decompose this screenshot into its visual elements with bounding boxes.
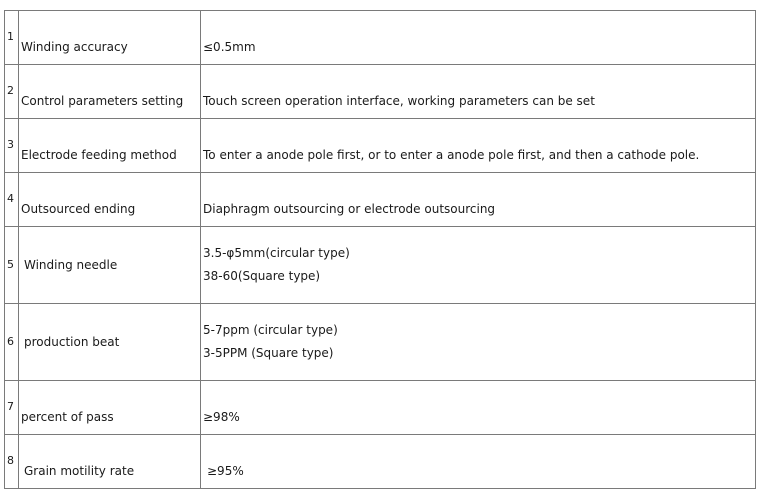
row-value: 38-60(Square type) bbox=[203, 269, 321, 283]
row-value-cell bbox=[201, 381, 756, 435]
row-value-cell bbox=[201, 65, 756, 119]
row-label: Grain motility rate bbox=[24, 464, 135, 478]
table-row bbox=[5, 11, 756, 65]
row-value: Diaphragm outsourcing or electrode outsourcing bbox=[203, 202, 496, 216]
row-number-cell bbox=[5, 381, 19, 435]
row-number: 7 bbox=[7, 400, 14, 413]
row-label: Outsourced ending bbox=[21, 202, 136, 216]
row-value: 3.5-φ5mm(circular type) bbox=[203, 246, 350, 260]
row-label-cell bbox=[19, 435, 201, 489]
row-label-cell bbox=[19, 304, 201, 381]
row-number-cell bbox=[5, 65, 19, 119]
table-row bbox=[5, 119, 756, 173]
row-value: ≥98% bbox=[203, 410, 240, 424]
row-value-cell bbox=[201, 173, 756, 227]
row-label-cell bbox=[19, 11, 201, 65]
row-number: 8 bbox=[7, 454, 14, 467]
row-value-cell bbox=[201, 227, 756, 304]
row-label: production beat bbox=[24, 334, 120, 349]
row-value: ≤0.5mm bbox=[203, 40, 256, 54]
row-value-cell bbox=[201, 119, 756, 173]
row-value: 3-5PPM (Square type) bbox=[203, 346, 334, 360]
row-number-cell bbox=[5, 119, 19, 173]
row-label: Electrode feeding method bbox=[21, 148, 177, 162]
table-row bbox=[5, 304, 756, 381]
row-label-cell bbox=[19, 65, 201, 119]
row-number-cell bbox=[5, 304, 19, 381]
row-value: Touch screen operation interface, working parameters can be set bbox=[203, 94, 595, 108]
row-value-cell bbox=[201, 435, 756, 489]
table-row bbox=[5, 435, 756, 489]
row-label-cell bbox=[19, 119, 201, 173]
row-value-cell bbox=[201, 11, 756, 65]
row-label: percent of pass bbox=[21, 410, 114, 424]
row-number: 2 bbox=[7, 84, 14, 97]
row-number: 4 bbox=[7, 192, 14, 205]
row-number: 3 bbox=[7, 138, 14, 151]
row-number-cell bbox=[5, 11, 19, 65]
row-number-cell bbox=[5, 227, 19, 304]
row-value: ≥95% bbox=[207, 464, 244, 478]
row-number-cell bbox=[5, 173, 19, 227]
row-number: 1 bbox=[7, 30, 14, 43]
table-row bbox=[5, 65, 756, 119]
row-label-cell bbox=[19, 173, 201, 227]
row-label: Winding accuracy bbox=[21, 40, 128, 54]
row-label-cell bbox=[19, 381, 201, 435]
row-value: 5-7ppm (circular type) bbox=[203, 323, 338, 337]
row-label: Control parameters setting bbox=[21, 94, 184, 108]
row-label-cell bbox=[19, 227, 201, 304]
spec-table bbox=[4, 10, 756, 489]
row-number-cell bbox=[5, 435, 19, 489]
table-row bbox=[5, 381, 756, 435]
table-row bbox=[5, 173, 756, 227]
row-number: 5 bbox=[7, 258, 14, 271]
row-value-cell bbox=[201, 304, 756, 381]
row-label: Winding needle bbox=[24, 257, 118, 272]
table-row bbox=[5, 227, 756, 304]
row-value: To enter a anode pole first, or to enter a anode pole first, and then a cathode pole. bbox=[203, 148, 700, 162]
row-number: 6 bbox=[7, 335, 14, 348]
